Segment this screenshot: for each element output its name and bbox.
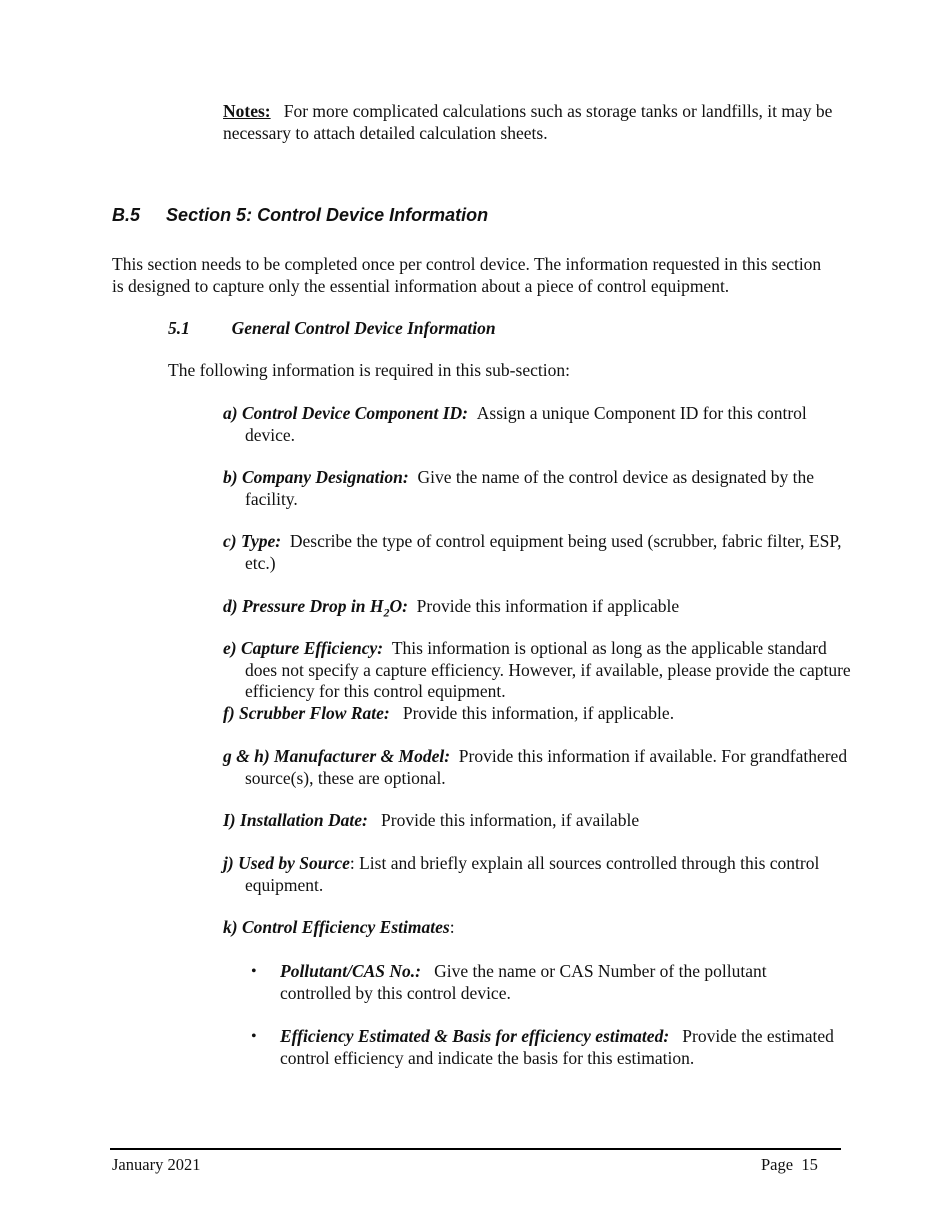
section-heading (112, 205, 488, 227)
item-text: This information is optional as long as the applicable standard does not specify a capture efficiency. However, if available, please provide the capture efficiency for this control equipment. (245, 638, 851, 701)
item-term (223, 596, 408, 620)
term-subscript: 2 (383, 605, 390, 620)
footer-page-number: Page 15 (761, 1155, 818, 1174)
item-capture-efficiency (223, 638, 855, 703)
subsection-heading (168, 318, 496, 340)
term-pre: d) Pressure Drop in H (223, 596, 384, 616)
bullet-text: Provide the estimated control efficiency and indicate the basis for this estimation. (280, 1026, 834, 1068)
footer-divider (110, 1148, 841, 1150)
bullet-text: Give the name or CAS Number of the pollutant controlled by this control device. (280, 961, 767, 1003)
item-scrubber-flow-rate (223, 703, 855, 725)
notes-label: Notes: (223, 101, 271, 121)
item-component-id (223, 403, 855, 446)
item-text: Assign a unique Component ID for this control device. (245, 403, 807, 445)
item-text: Describe the type of control equipment being used (scrubber, fabric filter, ESP, etc.) (245, 531, 842, 573)
item-company-designation (223, 467, 855, 510)
bullet-term: Pollutant/CAS No.: (280, 961, 422, 981)
bullet-efficiency (280, 1026, 835, 1069)
item-term: a) Control Device Component ID: (223, 403, 468, 423)
bullet-icon: • (251, 1028, 257, 1045)
footer-date: January 2021 (112, 1155, 201, 1174)
item-installation-date (223, 810, 855, 832)
subsection-title: General Control Device Information (231, 318, 496, 338)
term-post: O: (389, 596, 408, 616)
item-text: Give the name of the control device as designated by the facility. (245, 467, 814, 509)
item-text: Provide this information, if applicable. (402, 703, 675, 723)
item-term: g & h) Manufacturer & Model: (223, 746, 451, 766)
item-text: Provide this information if applicable (416, 596, 680, 616)
item-type (223, 531, 855, 574)
notes-paragraph (223, 101, 833, 144)
item-term: j) Used by Source (223, 853, 350, 873)
subsection-number: 5.1 (168, 318, 190, 338)
item-pressure-drop (223, 596, 855, 618)
item-text: Provide this information if available. For grandfathered source(s), these are optional. (245, 746, 848, 788)
item-text: : (449, 917, 455, 937)
notes-text: For more complicated calculations such as storage tanks or landfills, it may be necessary to attach detailed calculation sheets. (223, 101, 833, 143)
item-term: f) Scrubber Flow Rate: (223, 703, 390, 723)
item-text: : List and briefly explain all sources controlled through this control equipment. (245, 853, 820, 895)
section-title: Section 5: Control Device Information (166, 205, 489, 225)
bullet-icon: • (251, 963, 257, 980)
bullet-pollutant (280, 961, 835, 1004)
item-control-efficiency (223, 917, 855, 939)
item-term: b) Company Designation: (223, 467, 409, 487)
item-manufacturer-model (223, 746, 855, 789)
item-used-by-source (223, 853, 855, 896)
subsection-lead: The following information is required in this sub-section: (168, 360, 570, 380)
item-text: Provide this information, if available (381, 810, 640, 830)
item-term: e) Capture Efficiency: (223, 638, 384, 658)
item-term: k) Control Efficiency Estimates (223, 917, 450, 937)
section-number: B.5 (112, 205, 141, 225)
item-term: I) Installation Date: (223, 810, 368, 830)
item-term: c) Type: (223, 531, 282, 551)
bullet-term: Efficiency Estimated & Basis for efficiency estimated: (280, 1026, 670, 1046)
section-intro: This section needs to be completed once per control device. The information requested in this section is designed to capture only the essential information about a piece of control equipment. (112, 254, 822, 296)
